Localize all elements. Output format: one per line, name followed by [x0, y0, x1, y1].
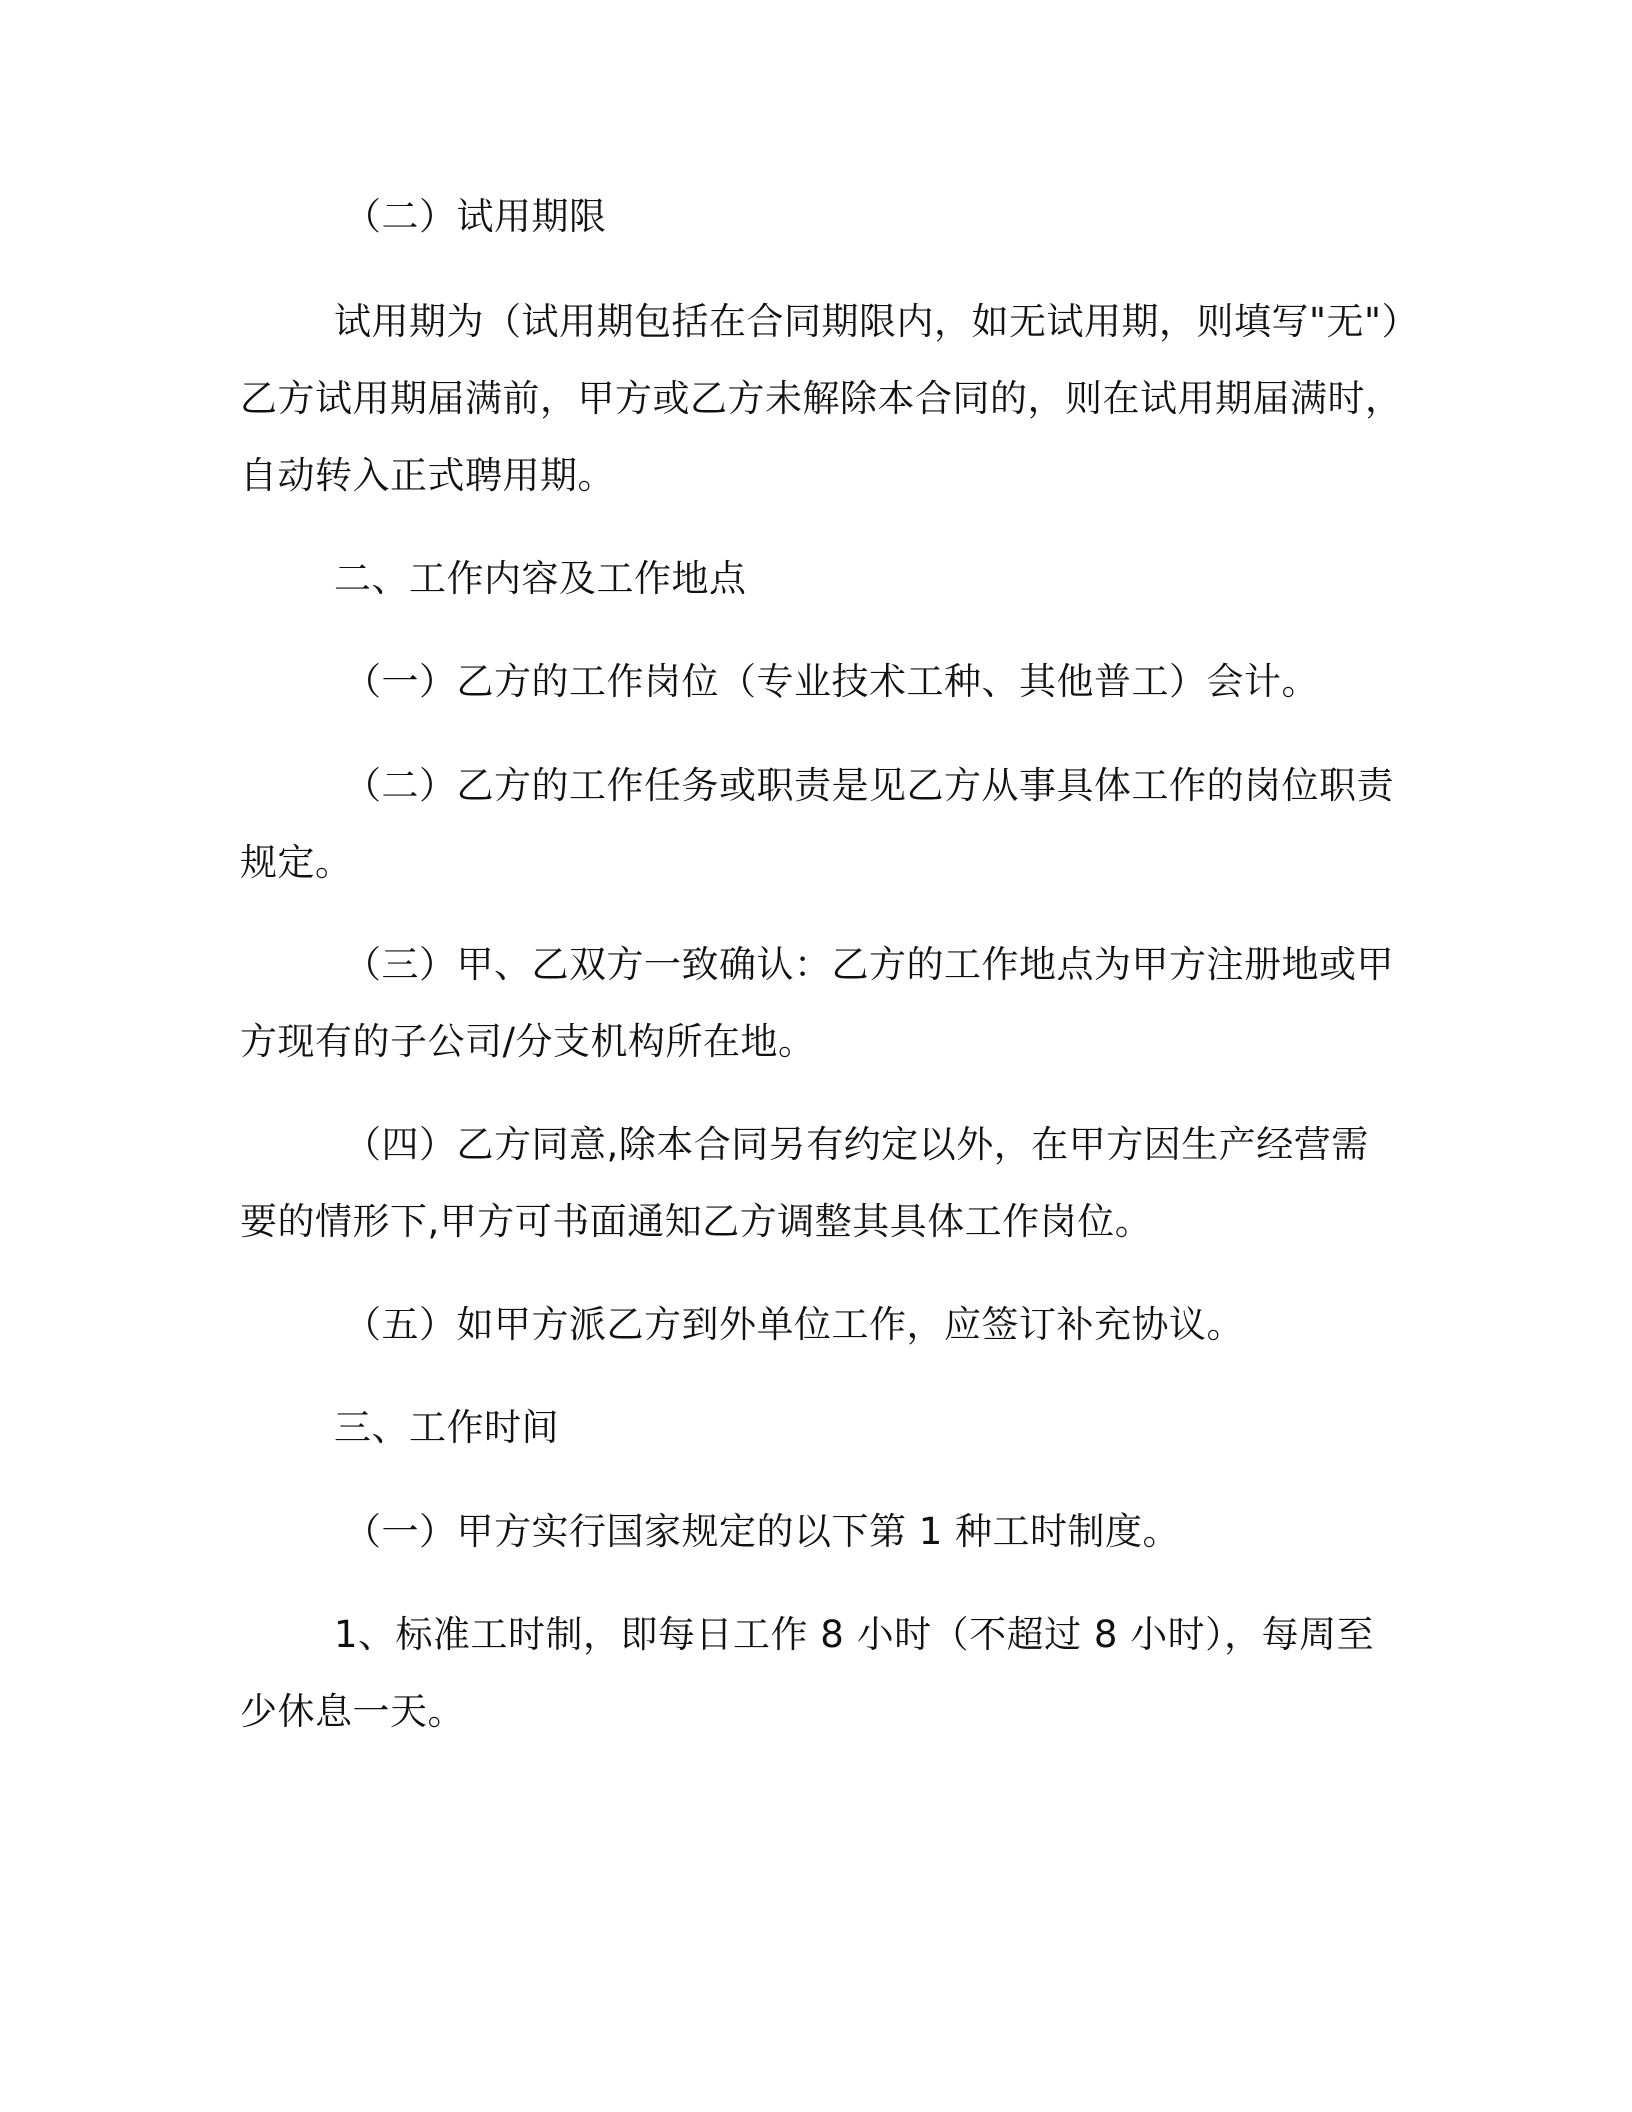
- paragraph-line: （一）甲方实行国家规定的以下第 1 种工时制度。: [344, 1510, 1181, 1553]
- paragraph-line: （四）乙方同意,除本合同另有约定以外，在甲方因生产经营需: [344, 1123, 1369, 1166]
- clause-job-position: [240, 643, 1400, 720]
- paragraph-line: 规定。: [240, 841, 353, 884]
- section-heading-working-hours: [240, 1389, 1400, 1466]
- paragraph-line: 试用期为（试用期包括在合同期限内，如无试用期，则填写"无"）: [334, 300, 1420, 343]
- clause-external-assignment: [240, 1286, 1400, 1363]
- paragraph-line: 1、标准工时制，即每日工作 8 小时（不超过 8 小时），每周至: [334, 1613, 1375, 1656]
- paragraph-line: 少休息一天。: [240, 1690, 465, 1733]
- paragraph-line: 自动转入正式聘用期。: [240, 454, 615, 497]
- clause-position-adjustment: [240, 1106, 1400, 1260]
- paragraph-line: （二）试用期限: [344, 195, 607, 238]
- paragraph-line: （一）乙方的工作岗位（专业技术工种、其他普工）会计。: [344, 660, 1319, 703]
- paragraph-line: 二、工作内容及工作地点: [334, 557, 747, 600]
- section-heading-work-content-location: [240, 540, 1400, 617]
- paragraph-line: 要的情形下,甲方可书面通知乙方调整其具体工作岗位。: [240, 1200, 1153, 1243]
- paragraph-line: （五）如甲方派乙方到外单位工作，应签订补充协议。: [344, 1303, 1244, 1346]
- paragraph-line: 三、工作时间: [334, 1406, 559, 1449]
- section-heading-probation-term: [240, 178, 1400, 255]
- paragraph-line: 乙方试用期届满前，甲方或乙方未解除本合同的，则在试用期届满时，: [240, 377, 1403, 420]
- paragraph-line: （二）乙方的工作任务或职责是见乙方从事具体工作的岗位职责: [344, 764, 1394, 807]
- clause-job-duties: [240, 747, 1400, 901]
- clause-working-hour-system: [240, 1493, 1400, 1570]
- paragraph-probation-detail: [240, 283, 1420, 514]
- clause-work-location: [240, 926, 1400, 1080]
- clause-standard-hours: [240, 1596, 1400, 1750]
- paragraph-line: 方现有的子公司/分支机构所在地。: [240, 1020, 816, 1063]
- paragraph-line: （三）甲、乙双方一致确认：乙方的工作地点为甲方注册地或甲: [344, 943, 1394, 986]
